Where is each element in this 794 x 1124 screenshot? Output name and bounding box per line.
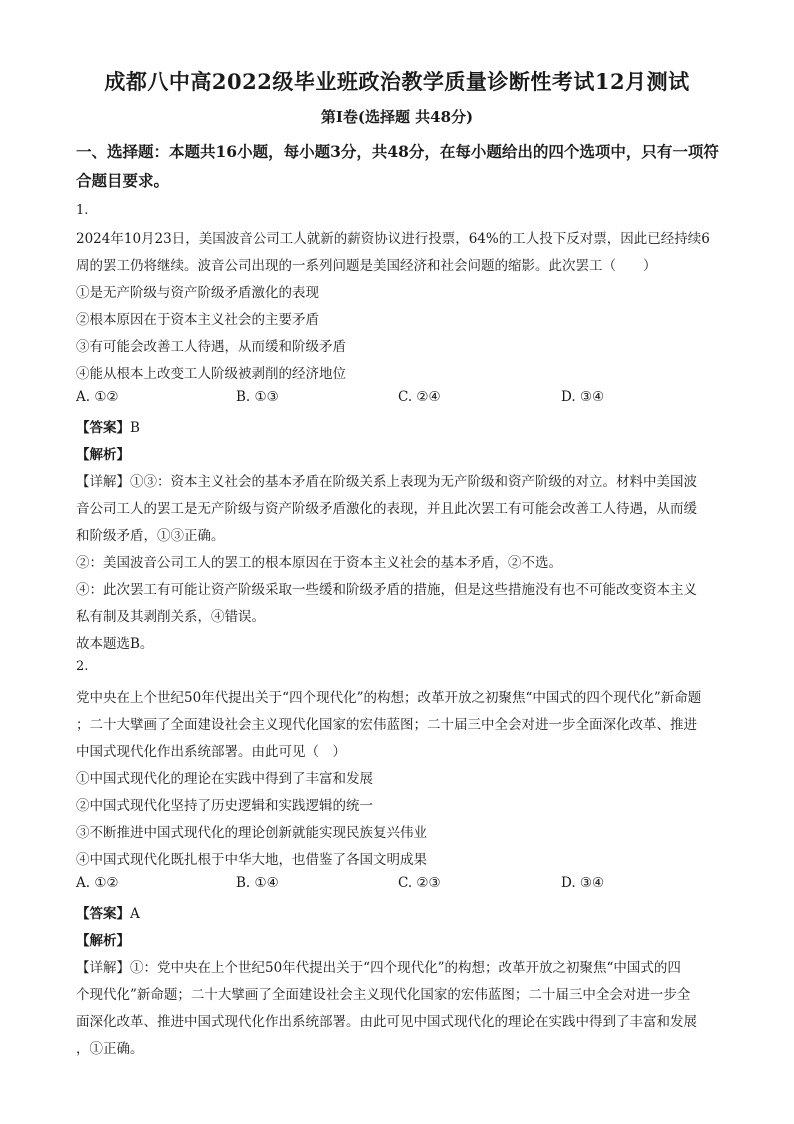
statement: ③不断推进中国式现代化的理论创新就能实现民族复兴伟业 — [76, 825, 427, 841]
question-stem-line: 党中央在上个世纪50年代提出关于“四个现代化”的构想；改革开放之初聚焦“中国式的四个现代化”新命题 — [76, 690, 702, 706]
answer-line — [76, 416, 140, 436]
section-heading: 一、选择题：本题共16小题，每小题3分，共48分，在每小题给出的四个选项中，只有一项符合题目要求。 — [76, 142, 719, 190]
option-a: A. ①② — [76, 875, 119, 891]
answer-label: 【答案】 — [76, 420, 130, 436]
option-a: A. ①② — [76, 389, 119, 405]
detail-line: ，①正确。 — [76, 1041, 144, 1057]
statement: ④能从根本上改变工人阶级被剥削的经济地位 — [76, 366, 346, 382]
question-stem-line: 2024年10月23日，美国波音公司工人就新的薪资协议进行投票，64%的工人投下反对票，因此已经持续6 — [76, 231, 710, 247]
detail-line: 【详解】①：党中央在上个世纪50年代提出关于“四个现代化”的构想；改革开放之初聚焦“中国式的四 — [76, 960, 681, 976]
detail-line: 音公司工人的罢工是无产阶级与资产阶级矛盾激化的表现，并且此次罢工有可能会改善工人待遇，从而缓 — [76, 501, 697, 517]
answer-value: A — [130, 906, 140, 922]
statement: ②中国式现代化坚持了历史逻辑和实践逻辑的统一 — [76, 798, 373, 814]
detail-line: ④：此次罢工有可能让资产阶级采取一些缓和阶级矛盾的措施，但是这些措施没有也不可能改变资本主义 — [76, 582, 697, 598]
option-d: D. ③④ — [561, 875, 605, 891]
document-title: 成都八中高2022级毕业班政治教学质量诊断性考试12月测试 — [104, 69, 690, 94]
answer-label: 【答案】 — [76, 906, 130, 922]
detail-line: 【详解】①③：资本主义社会的基本矛盾在阶级关系上表现为无产阶级和资产阶级的对立。材料中美国波 — [76, 474, 697, 490]
option-c: C. ②③ — [398, 875, 441, 891]
detail-line: 私有制及其剥削关系，④错误。 — [76, 609, 265, 625]
statement: ③有可能会改善工人待遇，从而缓和阶级矛盾 — [76, 339, 346, 355]
analysis-label: 【解析】 — [76, 933, 130, 949]
question-number: 2. — [76, 659, 89, 674]
option-d: D. ③④ — [561, 389, 605, 405]
detail-line: 和阶级矛盾，①③正确。 — [76, 528, 225, 544]
question-stem-line: 周的罢工仍将继续。波音公司出现的一系列问题是美国经济和社会问题的缩影。此次罢工（ ） — [76, 258, 657, 274]
detail-line: ②：美国波音公司工人的罢工的根本原因在于资本主义社会的基本矛盾，②不选。 — [76, 555, 562, 571]
statement: ①是无产阶级与资产阶级矛盾激化的表现 — [76, 285, 319, 301]
option-b: B. ①④ — [236, 875, 279, 891]
statement: ④中国式现代化既扎根于中华大地，也借鉴了各国文明成果 — [76, 852, 427, 868]
option-c: C. ②④ — [398, 389, 441, 405]
detail-line: 故本题选B。 — [76, 636, 154, 652]
answer-line — [76, 902, 140, 922]
option-b: B. ①③ — [236, 389, 279, 405]
question-stem-line: ；二十大擘画了全面建设社会主义现代化国家的宏伟蓝图；二十届三中全会对进一步全面深化改革、推进 — [76, 717, 697, 733]
detail-line: 个现代化”新命题；二十大擘画了全面建设社会主义现代化国家的宏伟蓝图；二十届三中全会对进一步全 — [76, 987, 691, 1003]
question-number: 1. — [76, 203, 89, 218]
statement: ①中国式现代化的理论在实践中得到了丰富和发展 — [76, 771, 373, 787]
section-subtitle: 第I卷(选择题 共48分) — [320, 108, 474, 126]
question-stem-line: 中国式现代化作出系统部署。由此可见（ ） — [76, 744, 346, 760]
statement: ②根本原因在于资本主义社会的主要矛盾 — [76, 312, 319, 328]
detail-line: 面深化改革、推进中国式现代化作出系统部署。由此可见中国式现代化的理论在实践中得到了丰富和发展 — [76, 1014, 697, 1030]
analysis-label: 【解析】 — [76, 447, 130, 463]
answer-value: B — [130, 420, 140, 436]
